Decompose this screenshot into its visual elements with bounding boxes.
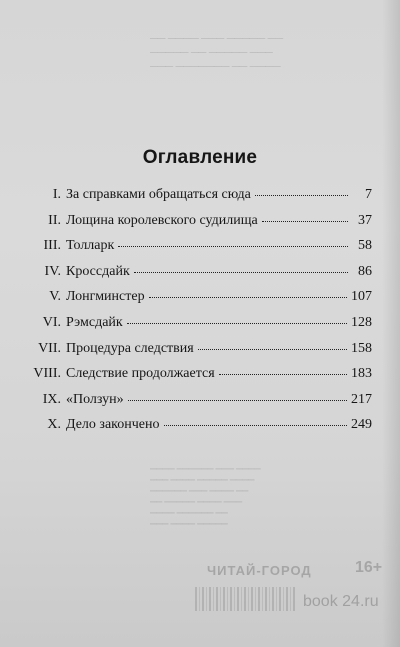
- chapter-title: Следствие продолжается: [66, 366, 215, 382]
- chapter-page: 128: [351, 314, 372, 330]
- toc-entry: [16, 313, 372, 339]
- chapter-page: 217: [351, 391, 372, 407]
- chapter-page: 58: [358, 238, 372, 254]
- dot-leader: [164, 424, 348, 426]
- bleed-through-brand: ЧИТАЙ-ГОРОД: [207, 563, 312, 578]
- dot-leader: [149, 296, 347, 298]
- chapter-number: IX.: [42, 391, 61, 407]
- chapter-title: Лонгминстер: [66, 289, 145, 305]
- dot-leader: [118, 245, 348, 247]
- chapter-page: 158: [351, 340, 372, 356]
- toc-entry: [16, 364, 372, 390]
- page-edge-shadow: [382, 0, 400, 647]
- chapter-number: I.: [52, 187, 61, 202]
- chapter-number: V.: [49, 289, 61, 305]
- dot-leader: [127, 322, 347, 324]
- chapter-title: Лощина королевского судилища: [66, 212, 258, 228]
- chapter-title: За справками обращаться сюда: [66, 187, 251, 202]
- chapter-title: Толларк: [66, 238, 115, 254]
- chapter-title: «Ползун»: [66, 391, 124, 407]
- toc-heading: Оглавление: [142, 147, 258, 168]
- toc-entry: [16, 236, 372, 262]
- chapter-number: VIII.: [33, 366, 61, 382]
- chapter-page: 183: [351, 366, 372, 382]
- bleed-through-text-top: ▔▔ ▔▔▔▔ ▔▔▔ ▔▔▔▔▔ ▔▔ ▔▔▔▔▔ ▔▔ ▔▔▔▔▔ ▔▔▔ ▔▔▔ ▔▔▔▔▔▔▔ ▔▔ ▔▔▔▔: [150, 39, 284, 78]
- bleed-through-age-rating: 16+: [355, 559, 383, 576]
- chapter-page: 249: [351, 417, 372, 433]
- chapter-page: 86: [358, 263, 372, 279]
- toc-entry: [16, 185, 372, 211]
- toc-entry: [16, 415, 372, 441]
- chapter-number: II.: [48, 212, 61, 228]
- dot-leader: [134, 271, 348, 273]
- bleed-through-website: book 24.ru: [303, 593, 379, 610]
- chapter-title: Процедура следствия: [66, 340, 194, 356]
- chapter-page: 7: [365, 187, 372, 202]
- chapter-number: X.: [47, 417, 61, 433]
- chapter-page: 107: [351, 289, 372, 305]
- dot-leader: [255, 194, 348, 196]
- dot-leader: [219, 373, 347, 375]
- dot-leader: [198, 348, 347, 350]
- bleed-through-text-bottom: ▔▔▔▔ ▔▔▔▔▔▔ ▔▔▔ ▔▔▔▔ ▔▔▔ ▔▔▔▔ ▔▔▔▔▔ ▔▔▔▔ ▔▔▔▔▔▔ ▔▔▔ ▔▔▔▔ ▔▔ ▔▔ ▔▔▔▔▔ ▔▔▔▔ ▔▔▔ ▔▔▔▔ ▔▔▔▔▔▔ ▔▔ ▔▔▔ ▔▔▔▔ ▔▔▔▔▔: [150, 469, 261, 533]
- chapter-number: VII.: [38, 340, 61, 356]
- toc-entry: [16, 262, 372, 288]
- bleed-through-barcode: [195, 587, 295, 611]
- dot-leader: [128, 399, 347, 401]
- chapter-number: VI.: [42, 314, 61, 330]
- toc-entry: [16, 390, 372, 416]
- toc-entry: [16, 211, 372, 237]
- chapter-title: Рэмсдайк: [66, 314, 123, 330]
- chapter-title: Кроссдайк: [66, 263, 130, 279]
- dot-leader: [262, 220, 348, 222]
- bleed-through-imprint: [195, 553, 395, 613]
- toc-entry: [16, 339, 372, 365]
- chapter-title: Дело закончено: [66, 417, 160, 433]
- toc-entry: [16, 287, 372, 313]
- chapter-number: IV.: [44, 263, 61, 279]
- table-of-contents: [16, 185, 372, 441]
- chapter-number: III.: [43, 238, 61, 254]
- chapter-page: 37: [358, 212, 372, 228]
